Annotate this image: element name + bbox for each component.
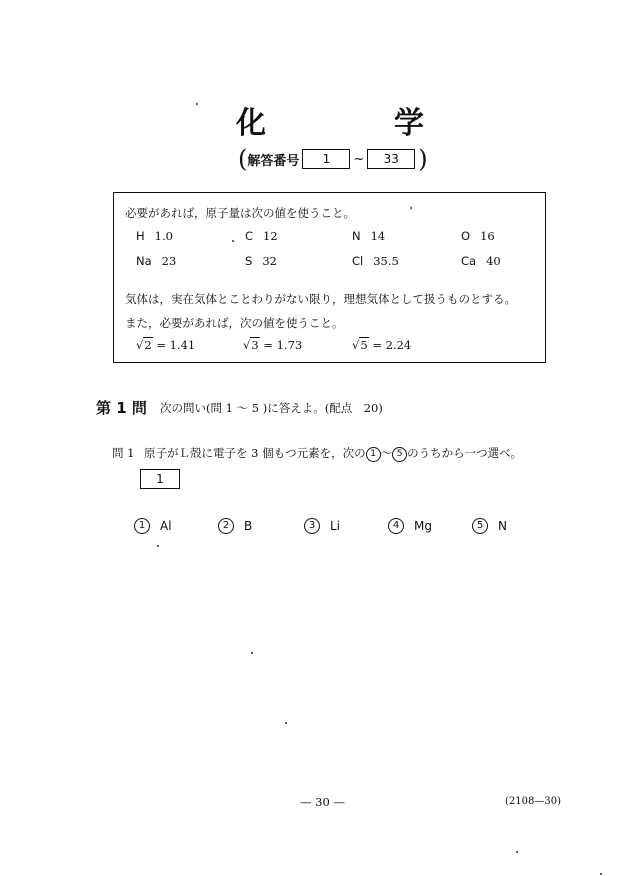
element-c: C 12 (245, 229, 278, 243)
scan-speck (232, 240, 234, 242)
element-n: N 14 (352, 229, 386, 243)
sqrt-icon: √ (352, 338, 360, 352)
scan-speck (251, 652, 253, 654)
section-instructions: 次の問い(問 1 ～ 5 )に答えよ。(配点 20) (160, 401, 383, 415)
answer-number-range (238, 147, 428, 171)
atomic-mass-intro: 必要があれば，原子量は次の値を使うこと。 (125, 206, 355, 220)
sqrt-icon: √ (243, 338, 251, 352)
circled-number-icon: 5 (472, 518, 488, 534)
scan-speck (516, 851, 518, 853)
sqrt-3-value: √3 = 1.73 (243, 338, 303, 352)
element-cl: Cl 35.5 (352, 254, 399, 268)
section-heading: 第 1 問 (96, 399, 147, 417)
choice-5[interactable]: 5 N (472, 518, 507, 534)
element-s: S 32 (245, 254, 277, 268)
answer-number-tilde: ~ (353, 151, 365, 167)
question-text: 原子がＬ殻に電子を 3 個もつ元素を，次の 1 ～ 5 のうちから一つ選べ。 (144, 446, 523, 460)
page-code: (2108—30) (505, 796, 561, 807)
circled-number-icon: 1 (134, 518, 150, 534)
element-na: Na 23 (136, 254, 177, 268)
page-title-char-2: 学 (394, 106, 424, 141)
scan-speck (600, 873, 602, 875)
sqrt-2-value: √2 = 1.41 (136, 338, 196, 352)
scan-speck (196, 103, 198, 105)
value-note: また，必要があれば，次の値を使うこと。 (125, 316, 344, 330)
answer-number-label: 解答番号 (247, 153, 300, 169)
choice-4[interactable]: 4 Mg (388, 518, 432, 534)
close-paren: ) (418, 145, 428, 173)
scan-speck (410, 207, 412, 209)
element-ca: Ca 40 (461, 254, 501, 268)
circled-number-icon: 1 (366, 447, 381, 462)
scan-speck (157, 545, 159, 547)
element-o: O 16 (461, 229, 495, 243)
scan-speck (285, 722, 287, 724)
choice-2[interactable]: 2 B (218, 518, 252, 534)
page-number: — 30 — (300, 795, 345, 809)
circled-number-icon: 3 (304, 518, 320, 534)
circled-number-icon: 5 (392, 447, 407, 462)
gas-note: 気体は，実在気体とことわりがない限り，理想気体として扱うものとする。 (125, 292, 516, 306)
choice-3[interactable]: 3 Li (304, 518, 340, 534)
sqrt-icon: √ (136, 338, 144, 352)
answer-number-start-box: 1 (302, 149, 350, 169)
open-paren: ( (238, 145, 248, 173)
question-label: 問 1 (112, 446, 135, 460)
answer-box[interactable]: 1 (140, 469, 180, 489)
circled-number-icon: 2 (218, 518, 234, 534)
answer-number-end-box: 33 (367, 149, 415, 169)
element-h: H 1.0 (136, 229, 173, 243)
choice-1[interactable]: 1 Al (134, 518, 172, 534)
circled-number-icon: 4 (388, 518, 404, 534)
sqrt-5-value: √5 = 2.24 (352, 338, 412, 352)
page-title-char-1: 化 (236, 106, 266, 141)
